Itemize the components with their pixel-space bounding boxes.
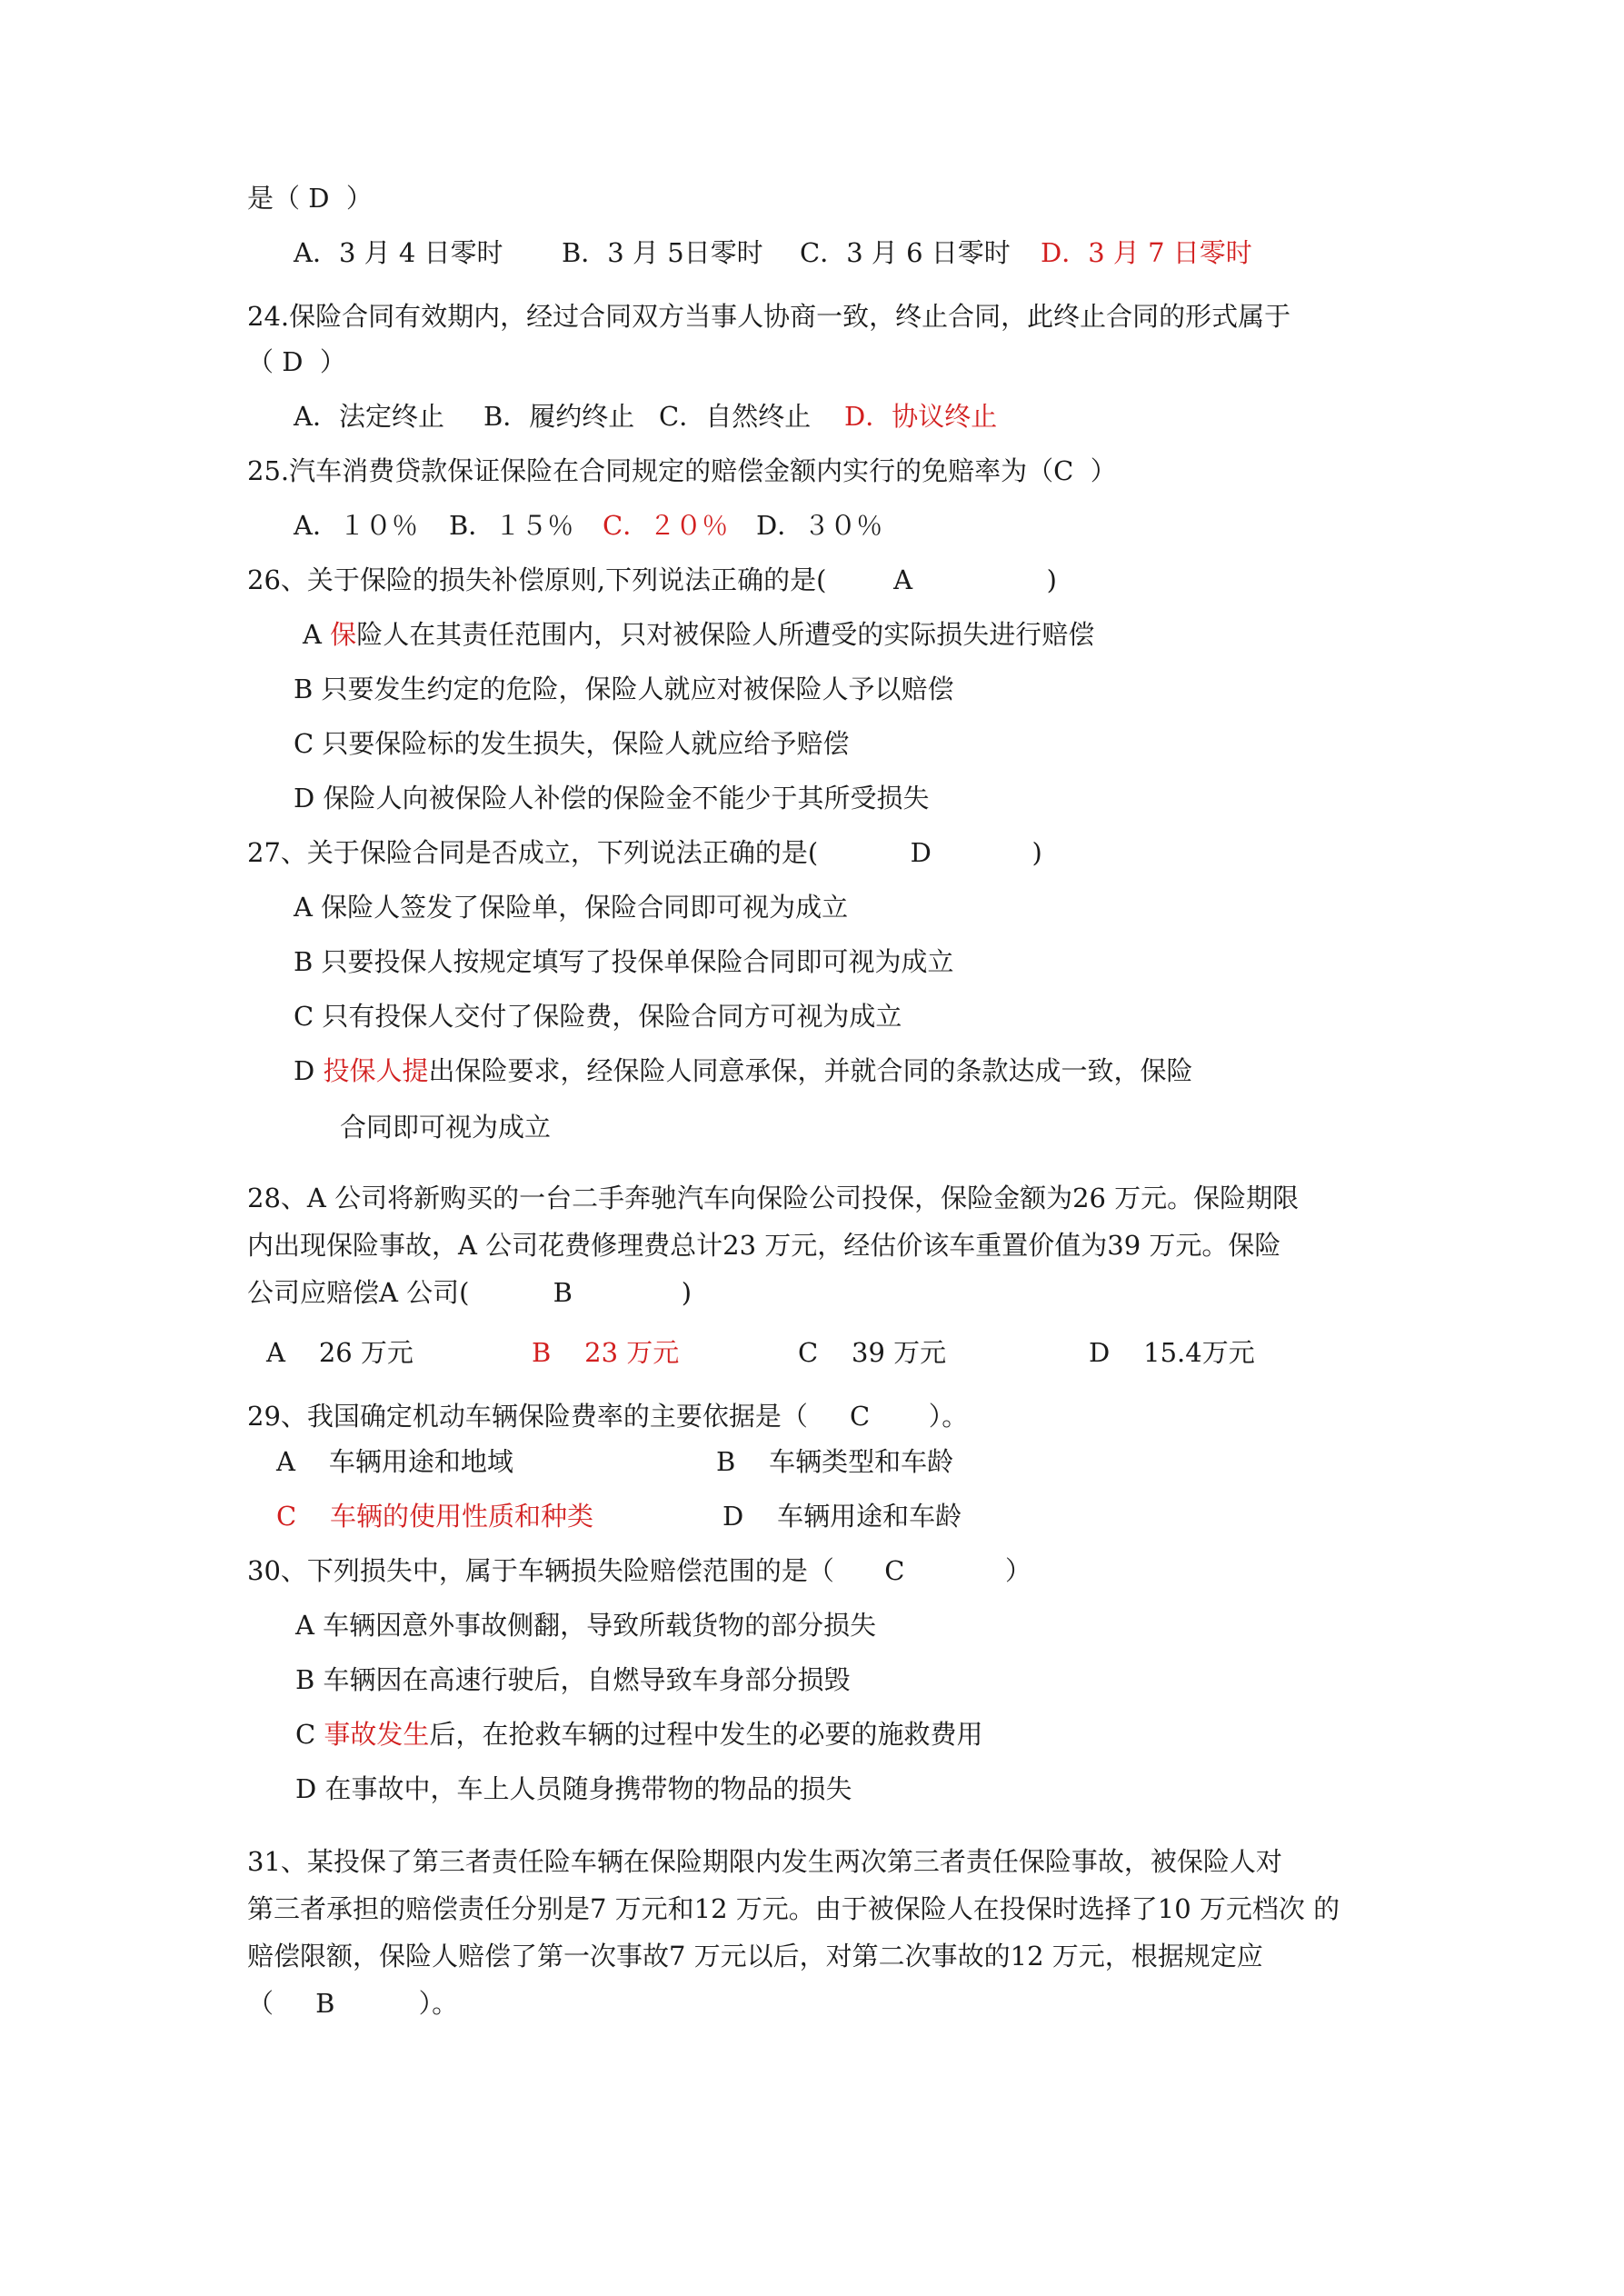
q24-answer: （ D ） (247, 346, 346, 377)
q30-stem: 30、下列损失中，属于车辆损失险赔偿范围的是（ C ） (247, 1555, 1032, 1586)
q30-option-c-highlight: 事故发生 (324, 1719, 430, 1750)
q24-option-d-answer: D．协议终止 (844, 401, 998, 432)
q27-option-c: C 只有投保人交付了保险费，保险合同方可视为成立 (294, 1001, 902, 1032)
q25-option-b: B．１５％ (449, 510, 574, 541)
q23-option-b: B．3 月 5日零时 (562, 237, 763, 268)
q26-option-d: D 保险人向被保险人补偿的保险金不能少于其所受损失 (294, 783, 930, 814)
q27-option-a: A 保险人签发了保险单，保险合同即可视为成立 (294, 892, 849, 923)
q27-option-d-text: 出保险要求，经保险人同意承保，并就合同的条款达成一致，保险 (428, 1055, 1193, 1086)
q28-stem-line-1: 28、A 公司将新购买的一台二手奔驰汽车向保险公司投保，保险金额为26 万元。保险期限 (247, 1183, 1300, 1213)
q25-option-a: A．１０％ (294, 510, 418, 541)
q23-option-c: C．3 月 6 日零时 (800, 237, 1011, 268)
q27-option-d-letter: D (294, 1055, 315, 1086)
q30-option-c (295, 1716, 982, 1752)
q24-stem: 24.保险合同有效期内，经过合同双方当事人协商一致，终止合同，此终止合同的形式属于 (247, 301, 1291, 332)
q30-option-a: A 车辆因意外事故侧翻，导致所载货物的部分损失 (295, 1610, 877, 1641)
q25-stem: 25.汽车消费贷款保证保险在合同规定的赔偿金额内实行的免赔率为（C ） (247, 455, 1117, 486)
q27-option-d (294, 1053, 1193, 1089)
q29-option-a: A 车辆用途和地域 (276, 1446, 513, 1477)
q27-option-d-continued: 合同即可视为成立 (340, 1112, 552, 1143)
q28-option-b-answer: B 23 万元 (532, 1337, 680, 1368)
q26-option-c: C 只要保险标的发生损失，保险人就应给予赔偿 (294, 728, 850, 759)
q26-option-a-highlight: 保 (330, 619, 357, 650)
q24-option-b: B．履约终止 (483, 401, 635, 432)
q28-option-a: A 26 万元 (266, 1337, 413, 1368)
q26-option-a-letter: A (303, 619, 322, 650)
q26-option-a-text: 险人在其责任范围内，只对被保险人所遭受的实际损失进行赔偿 (356, 619, 1095, 650)
q27-option-b: B 只要投保人按规定填写了投保单保险合同即可视为成立 (294, 946, 954, 977)
q28-stem-line-2: 内出现保险事故，A 公司花费修理费总计23 万元，经估价该车重置价值为39 万元。保险 (247, 1230, 1281, 1261)
q30-option-c-text: 后，在抢救车辆的过程中发生的必要的施救费用 (429, 1719, 983, 1750)
q27-option-d-highlight: 投保人提 (323, 1055, 429, 1086)
q26-stem: 26、关于保险的损失补偿原则,下列说法正确的是( A ) (247, 564, 1057, 595)
q24-option-a: A．法定终止 (294, 401, 444, 432)
q28-stem-line-3: 公司应赔偿A 公司( B ) (247, 1277, 692, 1308)
q29-stem: 29、我国确定机动车辆保险费率的主要依据是（ C ）。 (247, 1401, 969, 1432)
q29-option-d: D 车辆用途和车龄 (722, 1501, 962, 1532)
q28-option-c: C 39 万元 (798, 1337, 947, 1368)
q23-option-a: A．3 月 4 日零时 (294, 237, 503, 268)
q23-stem-tail: 是（ D ） (247, 183, 373, 214)
q25-option-d: D．３０％ (756, 510, 883, 541)
q27-stem: 27、关于保险合同是否成立，下列说法正确的是( D ) (247, 837, 1042, 868)
q30-option-d: D 在事故中，车上人员随身携带物的物品的损失 (295, 1773, 852, 1804)
q28-option-d: D 15.4万元 (1089, 1337, 1255, 1368)
q31-stem-line-1: 31、某投保了第三者责任险车辆在保险期限内发生两次第三者责任保险事故，被保险人对 (247, 1846, 1282, 1877)
q24-option-c: C．自然终止 (659, 401, 812, 432)
q26-option-a (303, 616, 1094, 653)
q29-option-b: B 车辆类型和车龄 (716, 1446, 954, 1477)
q31-stem-line-2: 第三者承担的赔偿责任分别是7 万元和12 万元。由于被保险人在投保时选择了10 万元档次 的 (247, 1893, 1340, 1924)
q30-option-b: B 车辆因在高速行驶后，自燃导致车身部分损毁 (295, 1664, 851, 1695)
q25-option-c-answer: C．２０％ (603, 510, 729, 541)
q23-option-d-answer: D．3 月 7 日零时 (1041, 237, 1252, 268)
q29-option-c-answer: C 车辆的使用性质和种类 (276, 1501, 594, 1532)
q31-answer: （ B ）。 (247, 1988, 459, 2019)
q31-stem-line-3: 赔偿限额，保险人赔偿了第一次事故7 万元以后，对第二次事故的12 万元，根据规定应 (247, 1941, 1263, 1972)
q26-option-b: B 只要发生约定的危险，保险人就应对被保险人予以赔偿 (294, 674, 954, 704)
q30-option-c-letter: C (295, 1719, 316, 1750)
